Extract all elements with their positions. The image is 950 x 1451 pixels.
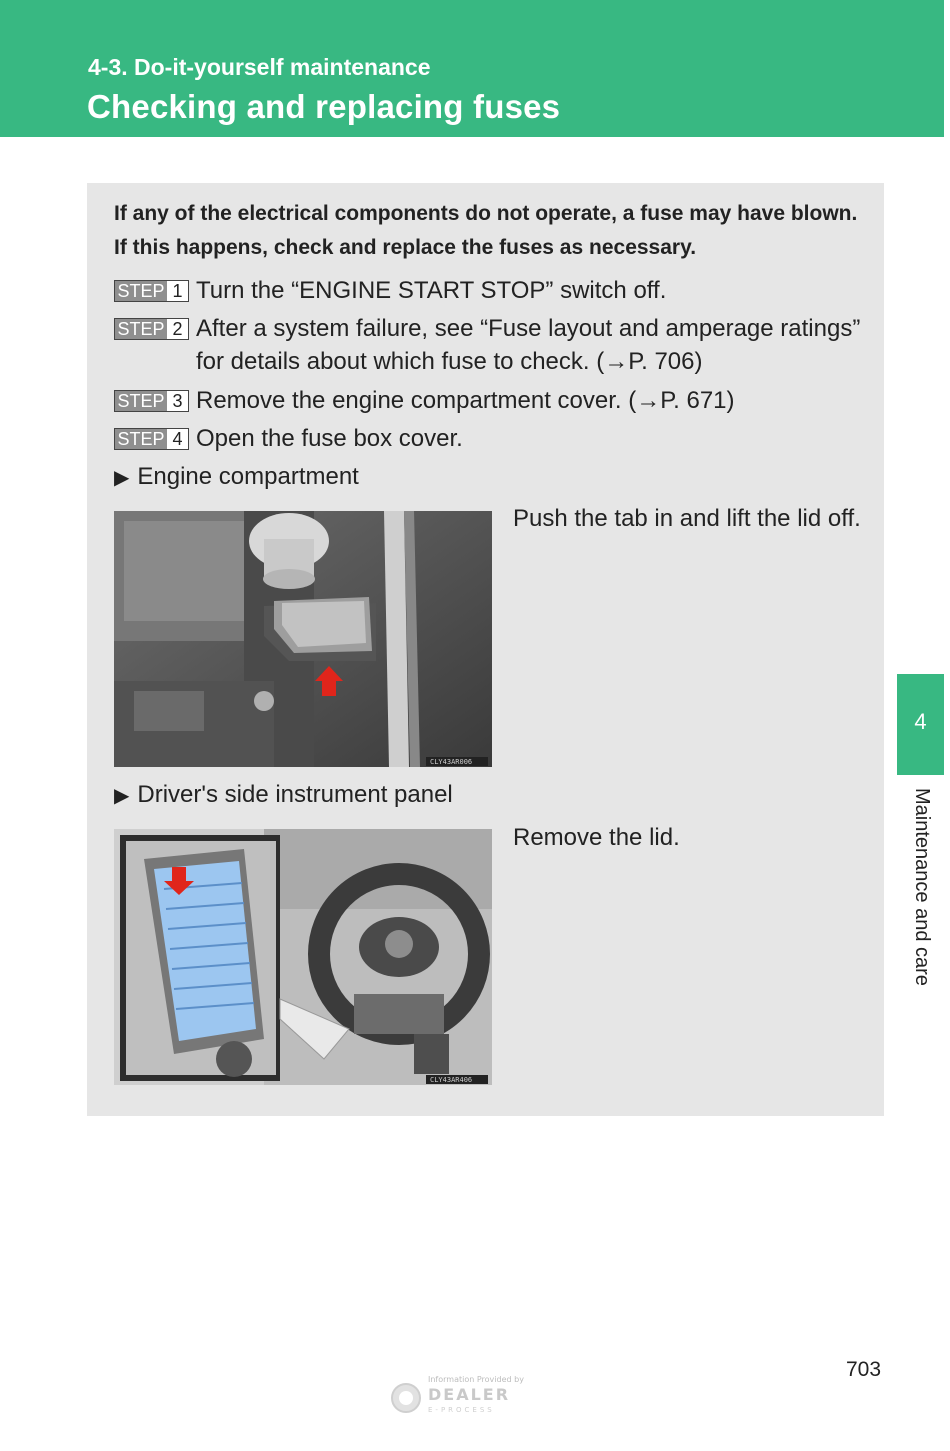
image-code: CLY43AR406 <box>430 1076 473 1084</box>
section-label: 4-3. Do-it-yourself maintenance <box>88 54 431 80</box>
intro-text <box>114 197 874 265</box>
step-number: 3 <box>167 391 188 411</box>
image-code: CLY43AR006 <box>430 758 473 766</box>
step-label: STEP <box>115 391 167 411</box>
step-number: 2 <box>167 319 188 339</box>
step-label: STEP <box>115 319 167 339</box>
instrument-panel-heading-text: Driver's side instrument panel <box>137 781 453 808</box>
step-text: Open the fuse box cover. <box>196 425 463 452</box>
instrument-panel-heading <box>114 781 453 809</box>
step-number: 1 <box>167 281 188 301</box>
step-badge <box>114 280 189 302</box>
watermark-line-3: E-PROCESS <box>428 1406 495 1414</box>
watermark-line-1: Information Provided by <box>428 1375 524 1384</box>
page-number: 703 <box>846 1358 882 1381</box>
step-text-continued: for details about which fuse to check. (→P. 706) <box>196 348 703 375</box>
step-text: After a system failure, see “Fuse layout and amperage ratings” <box>196 315 861 342</box>
step-badge <box>114 318 189 340</box>
step-text: Remove the engine compartment cover. (→P. 671) <box>196 387 735 414</box>
engine-compartment-heading <box>114 463 359 491</box>
instrument-panel-photo <box>114 829 492 1085</box>
intro-line-1: If any of the electrical components do not operate, a fuse may have blown. <box>114 202 858 225</box>
step-number: 4 <box>167 429 188 449</box>
page-title: Checking and replacing fuses <box>87 88 561 125</box>
bullet-triangle-icon: ▶ <box>114 467 130 489</box>
instrument-panel-illustration <box>114 829 492 1085</box>
instrument-panel-caption: Remove the lid. <box>513 824 680 851</box>
step-text: Turn the “ENGINE START STOP” switch off. <box>196 277 667 304</box>
bullet-triangle-icon: ▶ <box>114 785 130 807</box>
dealer-watermark-logo <box>390 1372 550 1416</box>
intro-line-2: If this happens, check and replace the fuses as necessary. <box>114 236 697 259</box>
chapter-label: Maintenance and care <box>911 788 933 986</box>
engine-compartment-heading-text: Engine compartment <box>137 463 359 490</box>
engine-fusebox-illustration <box>114 511 492 767</box>
chapter-tab[interactable]: 4 <box>897 674 944 775</box>
step-label: STEP <box>115 281 167 301</box>
engine-compartment-caption: Push the tab in and lift the lid off. <box>513 505 861 532</box>
step-badge <box>114 428 189 450</box>
step-badge <box>114 390 189 412</box>
watermark-line-2: DEALER <box>428 1385 511 1404</box>
engine-compartment-photo <box>114 511 492 767</box>
step-label: STEP <box>115 429 167 449</box>
